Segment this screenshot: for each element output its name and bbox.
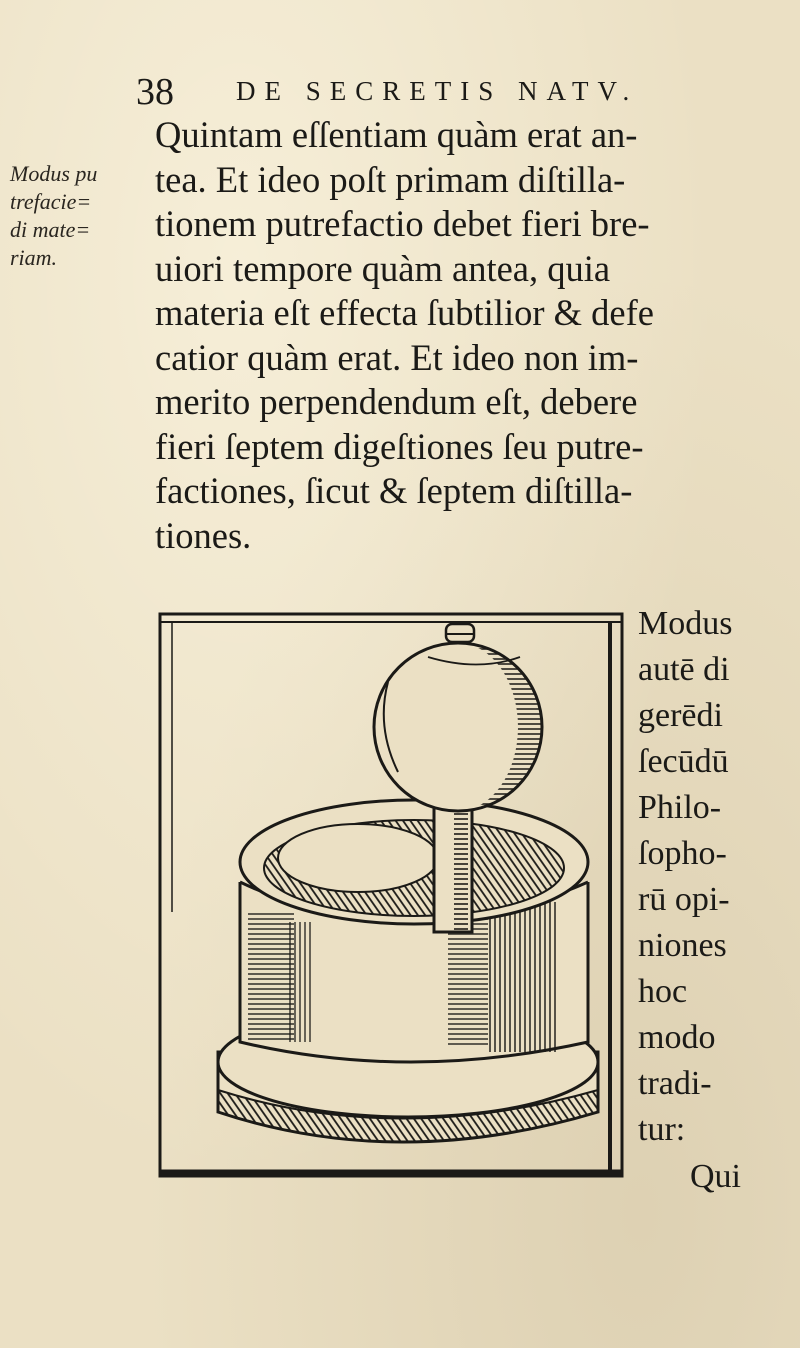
side-column-text: [638, 601, 788, 1153]
column-line: hoc: [638, 973, 688, 1010]
text-line: factiones, ſicut & ſeptem diſtilla-: [155, 470, 633, 511]
text-line: merito perpendendum eſt, debere: [155, 381, 638, 422]
page-number: 38: [136, 71, 174, 113]
column-line: niones: [638, 927, 727, 964]
text-line: tiones.: [155, 514, 252, 556]
margin-note-line: di mate=: [10, 217, 91, 242]
column-line: rū opi-: [638, 881, 730, 918]
column-line: Philo-: [638, 789, 722, 826]
text-line: catior quàm erat. Et ideo non im-: [155, 336, 639, 378]
main-text-block: [155, 113, 775, 558]
text-line: fieri ſeptem digeſtiones ſeu putre-: [155, 425, 644, 467]
text-line: Quintam eſſentiam quàm erat an-: [155, 114, 638, 155]
catchword: Qui: [690, 1158, 741, 1195]
column-line: tur:: [638, 1111, 686, 1148]
column-line: autē di: [638, 651, 730, 688]
text-line: materia eſt effecta ſubtilior & defe: [155, 292, 654, 333]
column-line: Modus: [638, 605, 733, 642]
column-line: ſopho-: [638, 835, 727, 872]
woodcut-illustration: [158, 612, 624, 1180]
margin-note-line: Modus pu: [10, 161, 98, 186]
column-line: ſecūdū: [638, 743, 729, 780]
margin-note-line: trefacie=: [10, 189, 92, 214]
text-line: tea. Et ideo poſt primam diſtilla-: [155, 158, 626, 200]
column-line: tradi-: [638, 1065, 712, 1102]
text-line: uiori tempore quàm antea, quia: [155, 247, 611, 289]
column-line: gerēdi: [638, 697, 723, 734]
text-line: tionem putrefactio debet fieri bre-: [155, 203, 650, 244]
distillation-vessel-woodcut: [158, 612, 624, 1180]
column-line: modo: [638, 1019, 716, 1056]
margin-note: [10, 160, 135, 272]
margin-note-line: riam.: [10, 245, 58, 270]
running-title: DE SECRETIS NATV.: [236, 76, 639, 106]
